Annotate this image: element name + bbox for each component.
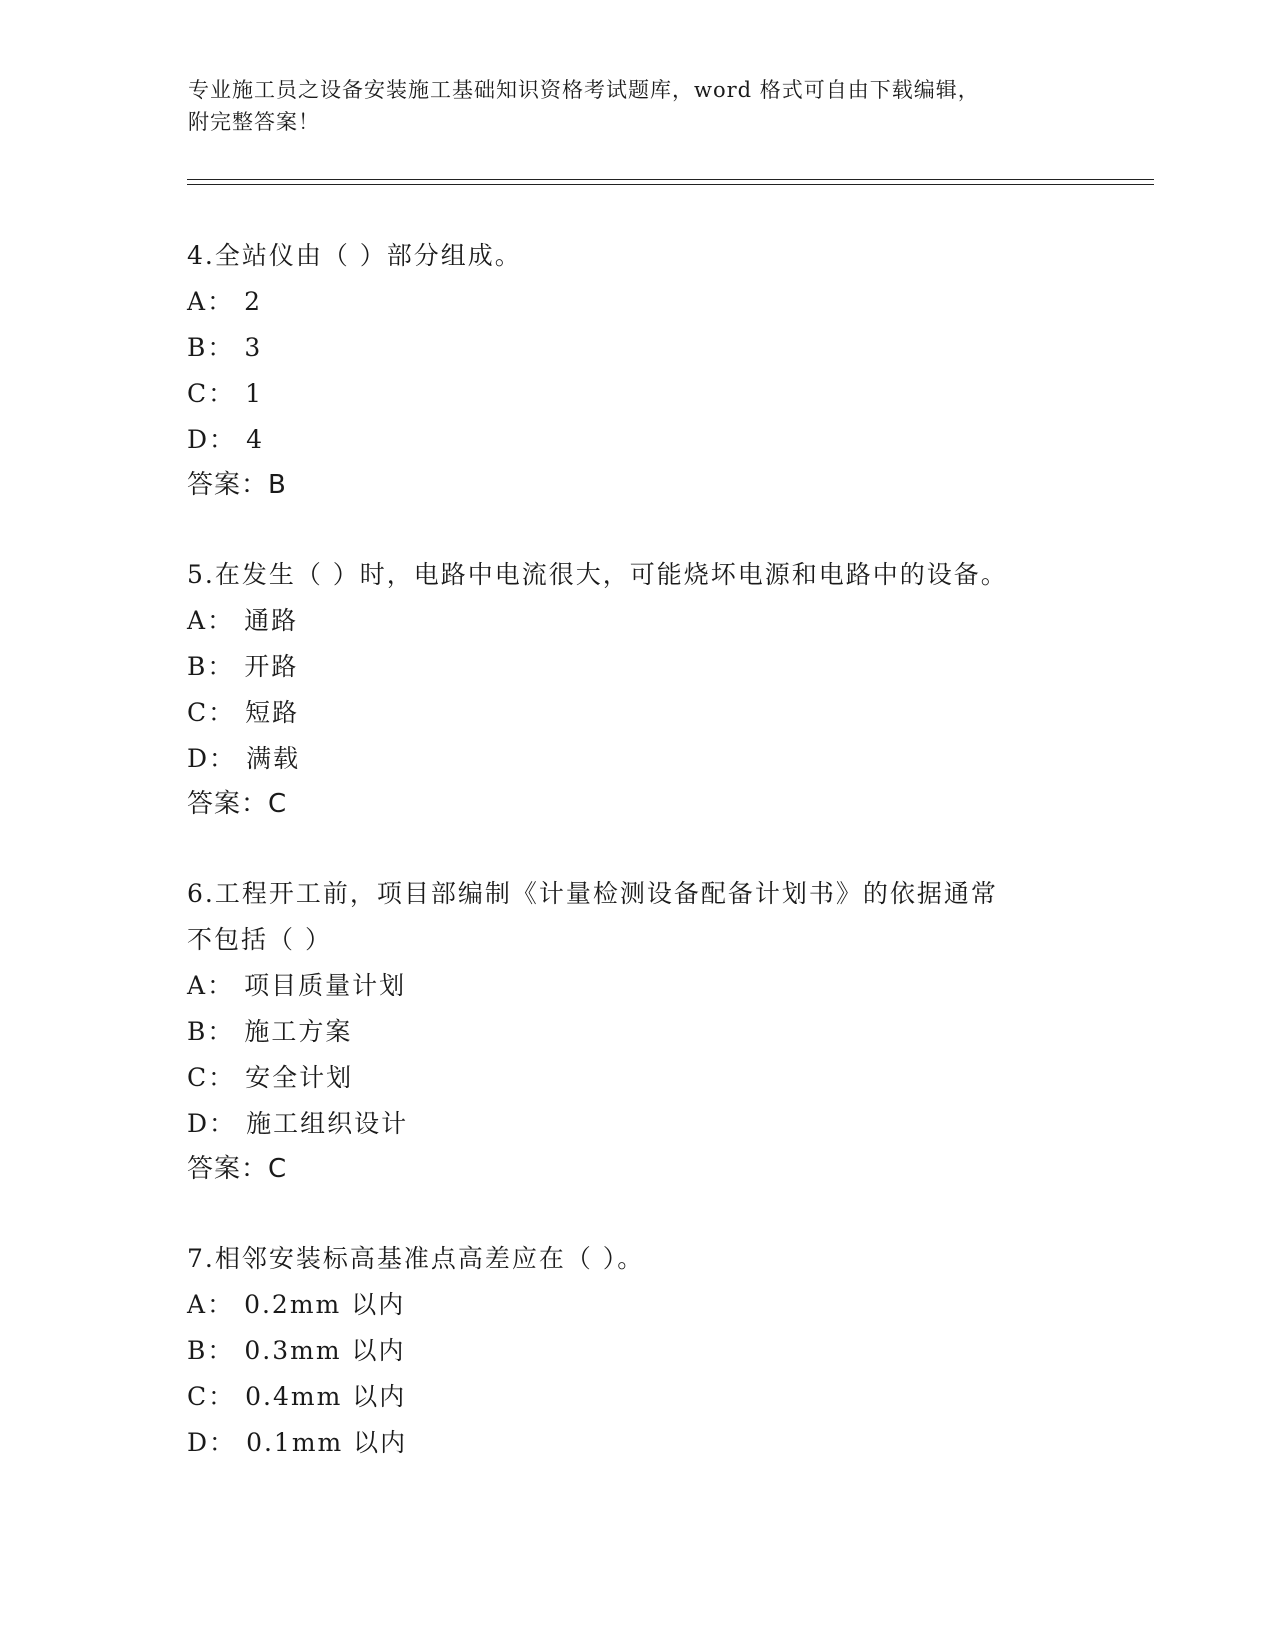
option-b: [187, 1328, 1087, 1374]
question-stem-line: 4.全站仪由（ ）部分组成。: [187, 241, 522, 270]
option-a: [187, 963, 1087, 1009]
option-letter: B: [187, 1017, 208, 1046]
option-letter: B: [187, 1336, 208, 1365]
option-letter: D: [187, 1428, 210, 1457]
question-stem-line: 6.工程开工前，项目部编制《计量检测设备配备计划书》的依据通常: [187, 879, 998, 908]
option-letter: C: [187, 379, 209, 408]
option-a: [187, 279, 1087, 325]
question-7: [187, 1236, 1087, 1466]
option-text: 施工方案: [244, 1017, 353, 1046]
option-separator: ：: [209, 425, 237, 454]
question-stem-line: 5.在发生（ ）时，电路中电流很大，可能烧坏电源和电路中的设备。: [187, 560, 1008, 589]
option-text: 项目质量计划: [244, 971, 407, 1000]
option-b: [187, 1009, 1087, 1055]
option-letter: A: [187, 287, 208, 316]
question-stem: [187, 871, 1087, 963]
option-text: 施工组织设计: [246, 1109, 409, 1138]
option-separator: ：: [208, 379, 236, 408]
header-line-1: 专业施工员之设备安装施工基础知识资格考试题库，word 格式可自由下载编辑，: [188, 78, 980, 102]
option-letter: A: [187, 971, 208, 1000]
option-letter: C: [187, 1063, 209, 1092]
option-separator: ：: [209, 1109, 237, 1138]
option-c: [187, 690, 1087, 736]
option-letter: D: [187, 425, 210, 454]
option-text: 通路: [244, 606, 299, 635]
option-d: [187, 1420, 1087, 1466]
option-separator: ：: [208, 1382, 236, 1411]
option-separator: ：: [207, 1290, 235, 1319]
option-letter: D: [187, 744, 210, 773]
option-d: [187, 736, 1087, 782]
option-text: 0.4mm 以内: [245, 1382, 407, 1411]
header-divider-top: [187, 179, 1154, 180]
option-separator: ：: [207, 652, 235, 681]
option-b: [187, 325, 1087, 371]
option-separator: ：: [207, 1017, 235, 1046]
option-a: [187, 598, 1087, 644]
option-text: 0.2mm 以内: [244, 1290, 406, 1319]
option-text: 4: [246, 425, 264, 454]
option-text: 1: [245, 379, 264, 408]
option-separator: ：: [207, 333, 235, 362]
header-divider-bottom: [187, 184, 1154, 185]
option-a: [187, 1282, 1087, 1328]
option-text: 0.1mm 以内: [246, 1428, 408, 1457]
option-text: 短路: [245, 698, 300, 727]
answer-line: 答案：C: [187, 789, 288, 819]
option-separator: ：: [208, 1063, 236, 1092]
option-letter: A: [187, 606, 208, 635]
question-5: [187, 552, 1087, 826]
option-text: 3: [244, 333, 263, 362]
option-text: 开路: [244, 652, 299, 681]
option-text: 2: [244, 287, 262, 316]
option-letter: D: [187, 1109, 210, 1138]
answer-line: 答案：B: [187, 470, 287, 500]
option-separator: ：: [208, 698, 236, 727]
header-note: [188, 74, 1088, 138]
option-text: 满载: [246, 744, 301, 773]
option-separator: ：: [209, 744, 237, 773]
answer-line: 答案：C: [187, 1154, 288, 1184]
option-text: 0.3mm 以内: [244, 1336, 406, 1365]
option-d: [187, 1101, 1087, 1147]
question-stem: [187, 233, 1087, 279]
question-stem-line: 不包括（ ）: [187, 925, 332, 954]
question-stem-line: 7.相邻安装标高基准点高差应在（ ）。: [187, 1244, 645, 1273]
option-separator: ：: [209, 1428, 237, 1457]
option-separator: ：: [207, 1336, 235, 1365]
option-b: [187, 644, 1087, 690]
question-stem: [187, 552, 1087, 598]
option-c: [187, 371, 1087, 417]
question-stem: [187, 1236, 1087, 1282]
question-6: [187, 871, 1087, 1191]
question-4: [187, 233, 1087, 507]
option-separator: ：: [207, 971, 235, 1000]
option-text: 安全计划: [245, 1063, 354, 1092]
option-letter: C: [187, 1382, 209, 1411]
option-c: [187, 1055, 1087, 1101]
option-c: [187, 1374, 1087, 1420]
option-separator: ：: [207, 606, 235, 635]
option-separator: ：: [207, 287, 235, 316]
option-letter: A: [187, 1290, 208, 1319]
option-d: [187, 417, 1087, 463]
option-letter: C: [187, 698, 209, 727]
option-letter: B: [187, 652, 208, 681]
header-line-2: 附完整答案！: [188, 110, 320, 134]
option-letter: B: [187, 333, 208, 362]
